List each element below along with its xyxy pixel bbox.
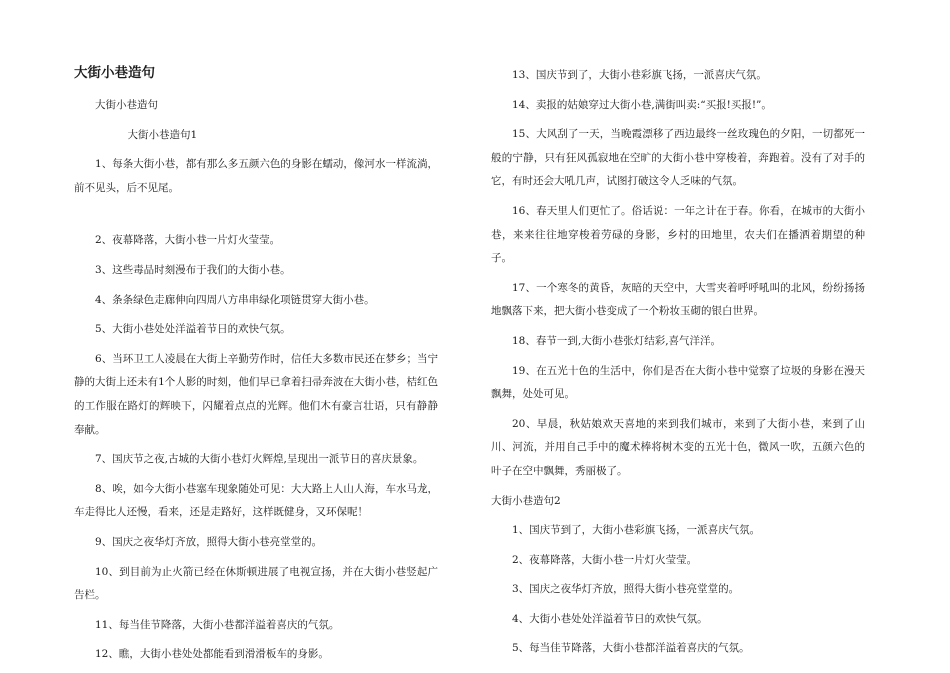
- sentence-item: 4、大街小巷处处洋溢着节日的欢快气氛。: [512, 612, 708, 625]
- sentence-item: 7、国庆节之夜,古城的大街小巷灯火辉煌,呈现出一派节日的喜庆景象。: [95, 453, 424, 466]
- sentence-item: 1、国庆节到了，大街小巷彩旗飞扬，一派喜庆气氛。: [512, 524, 761, 537]
- document-title: 大街小巷造句: [74, 65, 155, 81]
- sentence-item: 17、一个寒冬的黄昏，灰暗的天空中，大雪夹着呼呼吼叫的北风，纷纷扬扬地飘落下来，把大街小巷变成了一个粉妆玉砌的银白世界。: [491, 281, 865, 318]
- sentence-item: 12、瞧，大街小巷处处都能看到滑滑板车的身影。: [95, 648, 329, 661]
- sentence-item: 13、国庆节到了，大街小巷彩旗飞扬，一派喜庆气氛。: [512, 69, 767, 81]
- sentence-item: 4、条条绿色走廊伸向四周八方串串绿化项链贯穿大街小巷。: [95, 293, 375, 306]
- sentence-item: 8、唉，如今大街小巷塞车现象随处可见：大大路上人山人海，车水马龙，车走得比人还慢，看来，还是走路好，这样既健身，又环保呢！: [74, 482, 438, 519]
- blank-line: [74, 206, 438, 229]
- right-column: [491, 64, 865, 667]
- sentence-item: 9、国庆之夜华灯齐放，照得大街小巷亮堂堂的。: [95, 535, 323, 548]
- sentence-item: 20、早晨，秋姑娘欢天喜地的来到我们城市，来到了大街小巷，来到了山川、河流，并用自己手中的魔术棒将树木变的五光十色，微风一吹，五颜六色的叶子在空中飘舞，秀丽极了。: [491, 417, 865, 477]
- subtitle: 大街小巷造句: [95, 99, 158, 111]
- section-heading-2: 大街小巷造句2: [491, 494, 561, 507]
- sentence-item: 16、春天里人们更忙了。俗话说：一年之计在于春。你看，在城市的大街小巷，来来往往地穿梭着劳碌的身影，乡村的田地里，农夫们在播洒着期望的种子。: [491, 204, 865, 265]
- sentence-item: 19、在五光十色的生活中，你们是否在大街小巷中觉察了垃圾的身影在漫天飘舞，处处可见。: [491, 364, 865, 401]
- sentence-item: 6、当环卫工人凌晨在大街上辛勤劳作时，信任大多数市民还在梦乡；当宁静的大街上还未有1个人影的时刻，他们早已拿着扫帚奔波在大街小巷，桔红色的工作服在路灯的辉映下，闪耀着点点的光辉。他们木有豪言壮语，只有静静奉献。: [74, 352, 438, 436]
- sentence-item: 14、卖报的姑娘穿过大街小巷,满街叫卖:“买报!买报!”。: [512, 98, 772, 111]
- sentence-item: 3、这些毒品时刻漫布于我们的大街小巷。: [95, 263, 291, 276]
- sentence-item: 2、夜幕降落，大街小巷一片灯火莹莹。: [95, 234, 281, 247]
- sentence-item: 5、大街小巷处处洋溢着节日的欢快气氛。: [95, 323, 291, 336]
- left-column: [74, 64, 438, 673]
- sentence-item: 15、大风刮了一天，当晚霞漂移了西边最终一丝玫瑰色的夕阳，一切都死一般的宁静，只有狂风孤寂地在空旷的大街小巷中穿梭着，奔跑着。没有了对手的它，有时还会大吼几声，试图打破这令人乏味的气氛。: [491, 128, 865, 188]
- sentence-item: 1、每条大街小巷，都有那么多五颜六色的身影在蠕动，像河水一样流淌，前不见头，后不见尾。: [74, 158, 438, 194]
- sentence-item: 5、每当佳节降落，大街小巷都洋溢着喜庆的气氛。: [512, 642, 750, 655]
- sentence-item: 18、春节一到,大街小巷张灯结彩,喜气洋洋。: [512, 334, 722, 347]
- section-heading-1: 大街小巷造句1: [127, 128, 198, 141]
- sentence-item: 3、国庆之夜华灯齐放，照得大街小巷亮堂堂的。: [512, 583, 740, 596]
- sentence-item: 10、到目前为止火箭已经在休斯顿进展了电视宣扬，并在大街小巷竖起广告栏。: [74, 565, 438, 602]
- sentence-item: 11、每当佳节降落，大街小巷都洋溢着喜庆的气氛。: [95, 618, 340, 631]
- sentence-item: 2、夜幕降落，大街小巷一片灯火莹莹。: [512, 553, 698, 566]
